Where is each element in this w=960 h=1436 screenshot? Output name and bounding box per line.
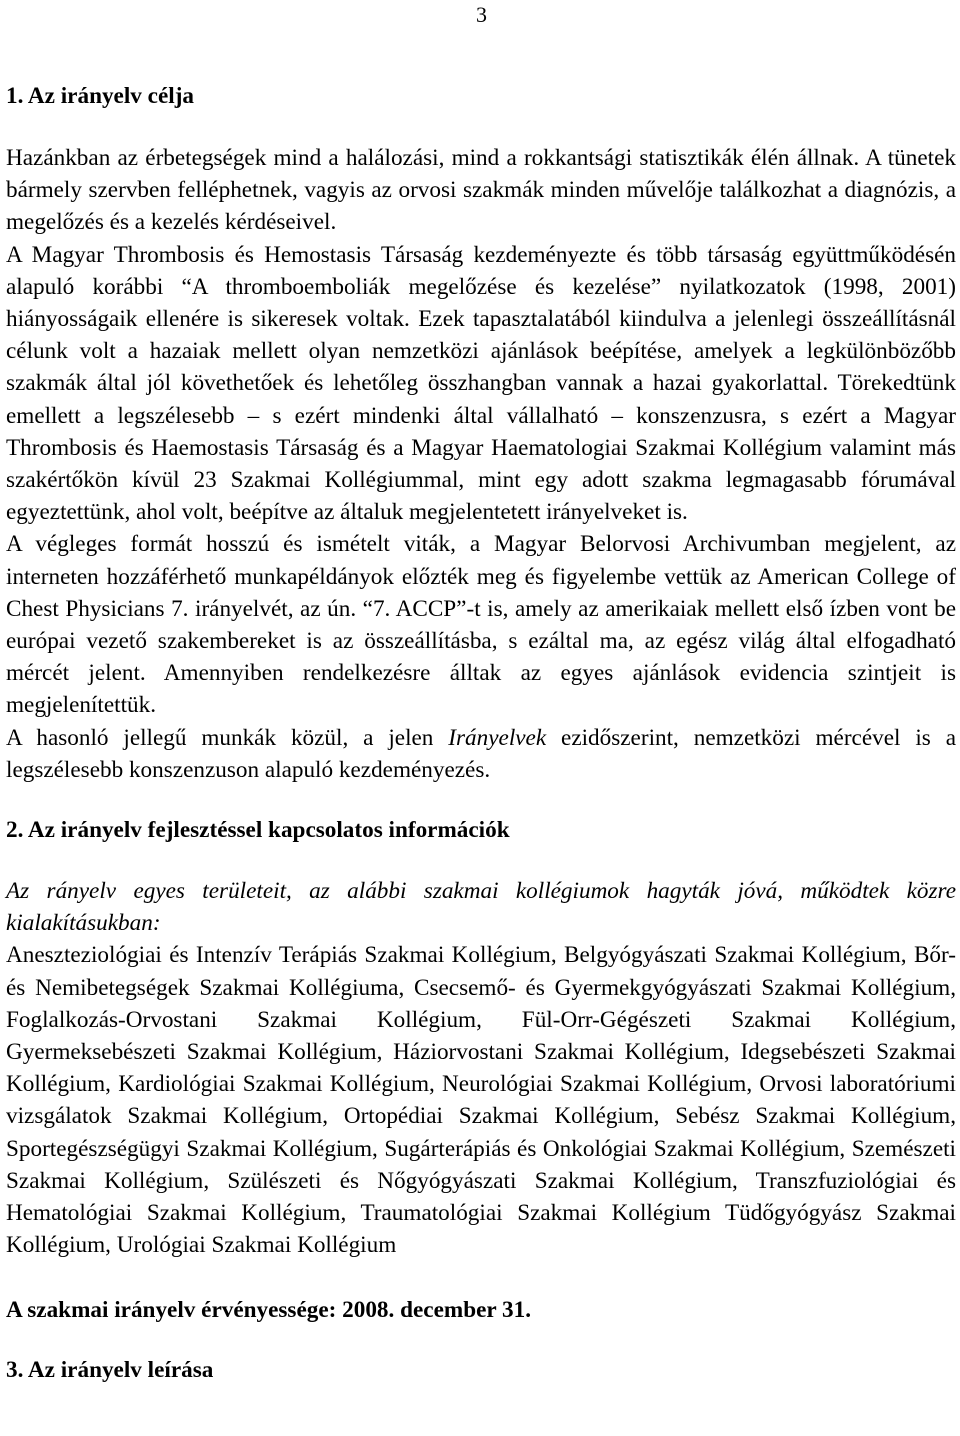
section-3-heading: 3. Az irányelv leírása (6, 1356, 214, 1383)
section-1-paragraph-3: A végleges formát hosszú és ismételt viták, a Magyar Belorvosi Archivumban megjelent, az interneten hozzáférhető munkapéldányok előzték meg és figyelembe vettük az American College of Chest Physicians 7. irányelvét, az ún. “7. ACCP”-t is, amely az amerikaiak mellett első ízben vont be európai vezető szakembereket is az összeállításba, s ezáltal ma, az egész világ által elfogadható mércét jelent. Amennyiben rendelkezésre álltak az egyes ajánlások evidencia szintjeit is megjelenítettük. (6, 531, 956, 719)
section-2-intro-italic: Az rányelv egyes területeit, az alábbi szakmai kollégiumok hagyták jóvá, működtek közre kialakításukban: (6, 878, 956, 937)
paragraph-4-text-end: ezidőszerint, nemzetközi mércével is a legszélesebb konszenzuson alapuló kezdeményezés. (6, 724, 956, 783)
paragraph-4-italic-term: Irányelvek (448, 724, 547, 751)
section-2-intro (6, 875, 956, 939)
validity-statement: A szakmai irányelv érvényessége: 2008. december 31. (6, 1296, 532, 1323)
page-number: 3 (476, 2, 487, 27)
paragraph-4-text-start: A hasonló jellegű munkák közül, a jelen (6, 724, 449, 751)
section-1-paragraph-4 (6, 722, 956, 786)
section-1-paragraph-2: A Magyar Thrombosis és Hemostasis Társaság kezdeményezte és több társaság együttműködésén alapuló korábbi “A thromboemboliák megelőzése és kezelése” nyilatkozatok (1998, 2001) hiányosságaik ellenére is sikeresek voltak. Ezek tapasztalatából kiindulva a jelenlegi összeállításnál célunk volt a hazaiak mellett olyan nemzetközi ajánlások beépítése, amelyek a legkülönbözőbb szakmák által jól követhetőek és lehetőleg összhangban vannak a hazai gyakorlattal. Törekedtünk emellett a legszélesebb – s ezért mindenki által vállalható – konszenzusra, s ezért a Magyar Thrombosis és Haemostasis Társaság és a Magyar Haematologiai Szakmai Kollégium valamint más szakértőkön kívül 23 Szakmai Kollégiummal, mint egy adott szakma legmagasabb fórumával egyeztettünk, ahol volt, beépítve az általuk megjelentetett irányelveket is. (6, 241, 956, 526)
section-2-college-list: Aneszteziológiai és Intenzív Terápiás Szakmai Kollégium, Belgyógyászati Szakmai Kollégium, Bőr- és Nemibetegségek Szakmai Kollégiuma, Csecsemő- és Gyermekgyógyászati Szakmai Kollégium, Foglalkozás-Orvostani Szakmai Kollégium, Fül-Orr-Gégészeti Szakmai Kollégium, Gyermeksebészeti Szakmai Kollégium, Háziorvostani Szakmai Kollégium, Idegsebészeti Szakmai Kollégium, Kardiológiai Szakmai Kollégium, Neurológiai Szakmai Kollégium, Orvosi laboratóriumi vizsgálatok Szakmai Kollégium, Ortopédiai Szakmai Kollégium, Sebész Szakmai Kollégium, Sportegészségügyi Szakmai Kollégium, Sugárterápiás és Onkológiai Szakmai Kollégium, Szemészeti Szakmai Kollégium, Szülészeti és Nőgyógyászati Szakmai Kollégium, Transzfuziológiai és Hematológiai Szakmai Kollégium, Traumatológiai Szakmai Kollégium Tüdőgyógyász Szakmai Kollégium, Urológiai Szakmai Kollégium (6, 942, 956, 1259)
section-1-heading: 1. Az irányelv célja (6, 83, 195, 109)
section-1-paragraph-1: Hazánkban az érbetegségek mind a halálozási, mind a rokkantsági statisztikák élén állnak. A tünetek bármely szervben felléphetnek, vagyis az orvosi szakmák minden művelője találkozhat a diagnózis, a megelőzés és a kezelés kérdéseivel. (6, 145, 956, 236)
document-body (6, 80, 956, 1386)
section-2-heading: 2. Az irányelv fejlesztéssel kapcsolatos információk (6, 817, 510, 844)
